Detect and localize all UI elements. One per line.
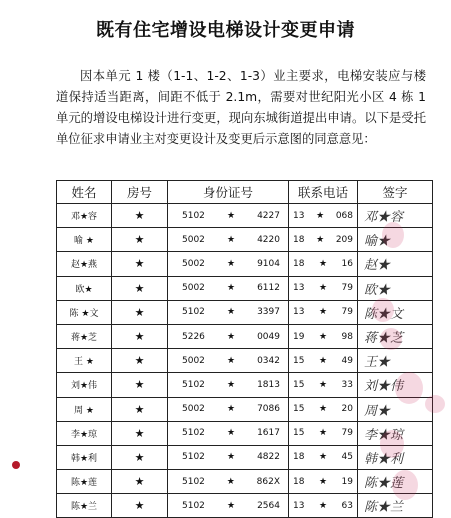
handwritten-signature: 李★琼 bbox=[358, 421, 433, 445]
room-number: ★ bbox=[112, 373, 168, 397]
handwritten-signature: 周★ bbox=[358, 397, 433, 421]
id-number: 5226 ★ 0049 bbox=[168, 324, 289, 348]
id-number: 5002 ★ 7086 bbox=[168, 397, 289, 421]
header-signature: 签字 bbox=[358, 181, 433, 204]
room-number: ★ bbox=[112, 204, 168, 228]
table-row bbox=[57, 373, 433, 397]
owner-name: 蒋★芝 bbox=[57, 324, 112, 348]
table-row bbox=[57, 300, 433, 324]
phone-number: 15 ★ 20 bbox=[289, 397, 358, 421]
id-number: 5102 ★ 1813 bbox=[168, 373, 289, 397]
room-number: ★ bbox=[112, 397, 168, 421]
phone-number: 15 ★ 49 bbox=[289, 349, 358, 373]
table-row bbox=[57, 421, 433, 445]
id-number: 5002 ★ 9104 bbox=[168, 252, 289, 276]
handwritten-signature: 邓★容 bbox=[358, 204, 433, 228]
owner-name: 周 ★ bbox=[57, 397, 112, 421]
room-number: ★ bbox=[112, 324, 168, 348]
handwritten-signature: 喻★ bbox=[358, 228, 433, 252]
room-number: ★ bbox=[112, 228, 168, 252]
owner-name: 陈★兰 bbox=[57, 494, 112, 518]
id-number: 5102 ★ 1617 bbox=[168, 421, 289, 445]
owner-name: 邓★容 bbox=[57, 204, 112, 228]
owner-name: 刘★伟 bbox=[57, 373, 112, 397]
owner-name: 陈 ★文 bbox=[57, 300, 112, 324]
handwritten-signature: 陈★文 bbox=[358, 300, 433, 324]
room-number: ★ bbox=[112, 421, 168, 445]
phone-number: 18 ★ 209 bbox=[289, 228, 358, 252]
header-room: 房号 bbox=[112, 181, 168, 204]
header-phone: 联系电话 bbox=[289, 181, 358, 204]
id-number: 5002 ★ 0342 bbox=[168, 349, 289, 373]
phone-number: 13 ★ 63 bbox=[289, 494, 358, 518]
room-number: ★ bbox=[112, 470, 168, 494]
id-number: 5102 ★ 4822 bbox=[168, 445, 289, 469]
handwritten-signature: 陈★莲 bbox=[358, 470, 433, 494]
id-number: 5102 ★ 3397 bbox=[168, 300, 289, 324]
room-number: ★ bbox=[112, 349, 168, 373]
owner-name: 韩★利 bbox=[57, 445, 112, 469]
room-number: ★ bbox=[112, 252, 168, 276]
document-title: 既有住宅增设电梯设计变更申请 bbox=[96, 20, 355, 41]
phone-number: 15 ★ 79 bbox=[289, 421, 358, 445]
owner-name: 欧★ bbox=[57, 276, 112, 300]
phone-number: 15 ★ 33 bbox=[289, 373, 358, 397]
table-row bbox=[57, 397, 433, 421]
handwritten-signature: 赵★ bbox=[358, 252, 433, 276]
handwritten-signature: 王★ bbox=[358, 349, 433, 373]
room-number: ★ bbox=[112, 300, 168, 324]
phone-number: 18 ★ 19 bbox=[289, 470, 358, 494]
room-number: ★ bbox=[112, 276, 168, 300]
phone-number: 13 ★ 068 bbox=[289, 204, 358, 228]
table-row bbox=[57, 204, 433, 228]
red-mark bbox=[12, 461, 20, 469]
handwritten-signature: 欧★ bbox=[358, 276, 433, 300]
handwritten-signature: 韩★利 bbox=[358, 445, 433, 469]
header-id-number: 身份证号 bbox=[168, 181, 289, 204]
table-row bbox=[57, 349, 433, 373]
owner-name: 喻 ★ bbox=[57, 228, 112, 252]
table-header-row bbox=[57, 181, 433, 204]
owner-name: 王 ★ bbox=[57, 349, 112, 373]
table-row bbox=[57, 445, 433, 469]
handwritten-signature: 蒋★芝 bbox=[358, 324, 433, 348]
handwritten-signature: 陈★兰 bbox=[358, 494, 433, 518]
phone-number: 18 ★ 16 bbox=[289, 252, 358, 276]
owner-name: 陈★莲 bbox=[57, 470, 112, 494]
id-number: 5002 ★ 6112 bbox=[168, 276, 289, 300]
owner-name: 赵★燕 bbox=[57, 252, 112, 276]
table-row bbox=[57, 470, 433, 494]
id-number: 5102 ★ 862X bbox=[168, 470, 289, 494]
phone-number: 19 ★ 98 bbox=[289, 324, 358, 348]
table-row bbox=[57, 252, 433, 276]
header-name: 姓名 bbox=[57, 181, 112, 204]
id-number: 5102 ★ 2564 bbox=[168, 494, 289, 518]
table-row bbox=[57, 494, 433, 518]
id-number: 5102 ★ 4227 bbox=[168, 204, 289, 228]
phone-number: 18 ★ 45 bbox=[289, 445, 358, 469]
table-row bbox=[57, 228, 433, 252]
request-paragraph: 因本单元 1 楼（1-1、1-2、1-3）业主要求，电梯安装应与楼道保持适当距离，间距不低于 2.1m，需要对世纪阳光小区 4 栋 1 单元的增设电梯设计进行变更，现向东城街道提出申请。以下是受托单位征求申请业主对变更设计及变更后示意图的同意意见： bbox=[56, 69, 426, 146]
table-row bbox=[57, 324, 433, 348]
table-row bbox=[57, 276, 433, 300]
owner-name: 李★琼 bbox=[57, 421, 112, 445]
phone-number: 13 ★ 79 bbox=[289, 300, 358, 324]
handwritten-signature: 刘★伟 bbox=[358, 373, 433, 397]
owner-consent-table bbox=[56, 180, 433, 518]
room-number: ★ bbox=[112, 494, 168, 518]
room-number: ★ bbox=[112, 445, 168, 469]
phone-number: 13 ★ 79 bbox=[289, 276, 358, 300]
id-number: 5002 ★ 4220 bbox=[168, 228, 289, 252]
